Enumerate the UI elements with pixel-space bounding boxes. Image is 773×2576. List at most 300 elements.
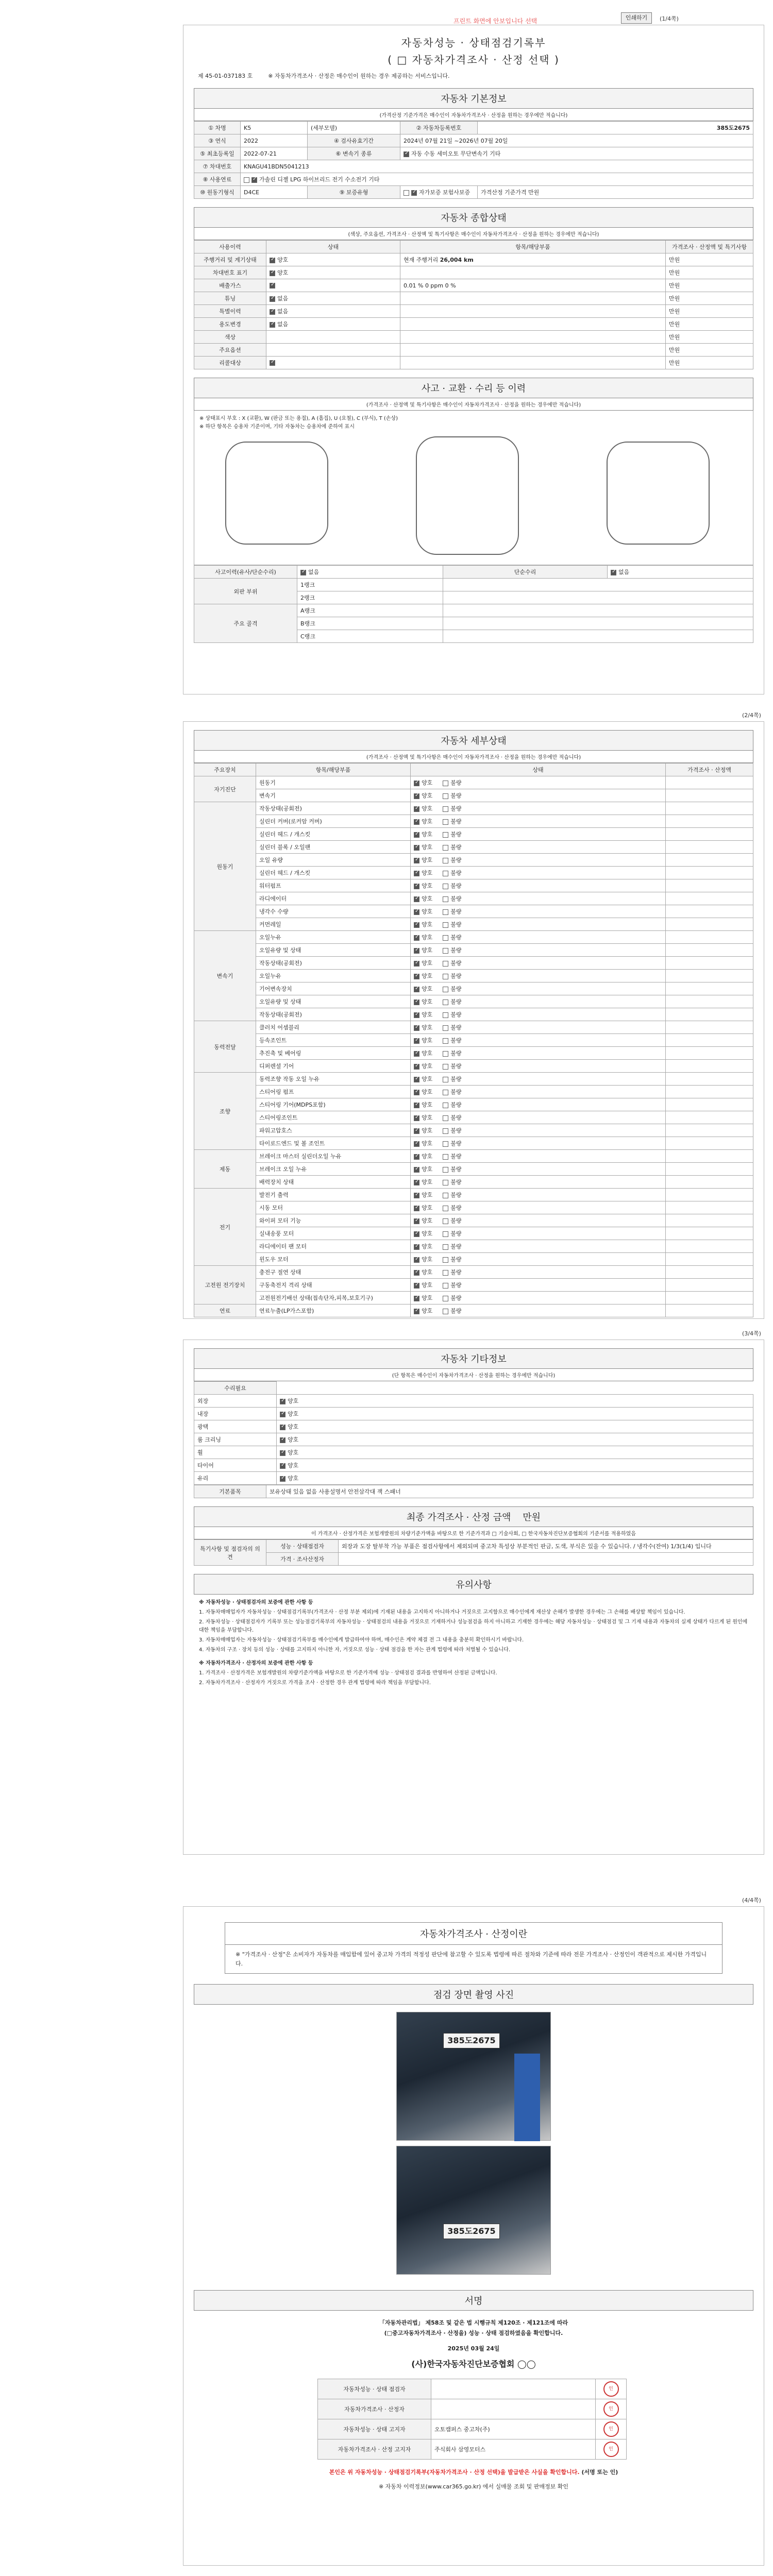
- checkbox-good: [414, 1257, 419, 1263]
- detail-row: [194, 1137, 753, 1150]
- footer-link[interactable]: ※ 자동차 이력정보(www.car365.go.kr) 에서 실매물 조회 및 판매정보 확인: [378, 2483, 569, 2490]
- checkbox-good: [414, 806, 419, 812]
- state-bad: 불량: [450, 895, 462, 902]
- odometer-good: 양호: [277, 257, 289, 263]
- detail-item: 실린더 블록 / 오일팬: [256, 841, 411, 854]
- final-note: 이 가격조사 · 산정가격은 보험개발원의 차량기준가액을 바탕으로 한 기준가격과 □ 기술사회, □ 한국자동차진단보증협회의 기준서를 적용하였음: [194, 1527, 753, 1539]
- checkbox-usage-none: [270, 322, 275, 328]
- notice-item: 1. 자동차매매업자가 자동차성능 · 상태점검기록부(가격조사 · 산정 부분 제외)에 기재된 내용을 고지하지 아니하거나 거짓으로 고지함으로 매수인에게 재산상 손해가 발생한 경우에는 그 손해를 배상할 책임이 있습니다.: [199, 1609, 685, 1615]
- detail-price: [666, 1201, 753, 1214]
- checkbox-good: [414, 1090, 419, 1095]
- state-bad: 불량: [450, 1192, 462, 1198]
- state-good: 양호: [422, 960, 433, 967]
- photo-plate-2: 385도2675: [443, 2224, 500, 2239]
- state-bad: 불량: [450, 1166, 462, 1173]
- car-top-view: [416, 436, 519, 555]
- detail-price: [666, 1137, 753, 1150]
- checkbox-good: [414, 1218, 419, 1224]
- detail-price: [666, 918, 753, 931]
- detail-row: [194, 1111, 753, 1124]
- detail-price: [666, 802, 753, 815]
- detail-state: [411, 995, 666, 1008]
- sign-value: 오토캠퍼스 중고차(주): [431, 2419, 596, 2439]
- accident-none: 없음: [308, 569, 320, 575]
- usage-unit: 만원: [666, 318, 753, 331]
- fuel-label: ⑧ 사용연료: [194, 173, 241, 186]
- state-good: 양호: [422, 986, 433, 992]
- state-good: 양호: [422, 947, 433, 954]
- sign-seal-cell: [596, 2399, 627, 2419]
- other-row: [194, 1420, 753, 1433]
- checkbox-good: [414, 1231, 419, 1237]
- detail-item: 작동상태(공회전): [256, 802, 411, 815]
- rank-a: A랭크: [297, 604, 443, 617]
- seal-icon: 인: [603, 2381, 619, 2397]
- checkbox-special-none: [270, 309, 275, 315]
- detail-row: [194, 995, 753, 1008]
- notice-item: 3. 자동차매매업자는 자동차성능 · 상태점검기록부를 매수인에게 발급하여야 하며, 매수인은 계약 체결 전 그 내용을 충분히 확인하시기 바랍니다.: [199, 1637, 524, 1643]
- recall-label: 리콜대상: [194, 357, 266, 369]
- col-use: 사용이력: [194, 241, 266, 253]
- outer-panel-label: 외판 부위: [194, 579, 297, 604]
- notice-items-2: [199, 1669, 748, 1687]
- checkbox-other: [280, 1412, 285, 1417]
- motor-label: ⑩ 원동기형식: [194, 186, 241, 199]
- color-label: 색상: [194, 331, 266, 344]
- detail-row: [194, 1227, 753, 1240]
- checkbox-bad: [443, 1167, 448, 1173]
- repair-label: 수리필요: [194, 1382, 277, 1395]
- col-price: 가격조사 · 산정액: [666, 764, 753, 776]
- overall-title: 자동차 종합상태: [194, 207, 753, 228]
- detail-price: [666, 867, 753, 879]
- detail-item: 실린더 헤드 / 개스킷: [256, 867, 411, 879]
- detail-state: [411, 1227, 666, 1240]
- basic-info-sub: (가격산정 기준가격은 매수인이 자동차가격조사 · 산정을 원하는 경우에만 적습니다): [194, 109, 753, 121]
- detail-row: [194, 1189, 753, 1201]
- detail-price: [666, 1060, 753, 1073]
- detail-row: [194, 789, 753, 802]
- checkbox-bad: [443, 999, 448, 1005]
- vin: KNAGU41BDN5041213: [241, 160, 753, 173]
- checkbox-bad: [443, 987, 448, 992]
- notice-item: 1. 가격조사 · 산정가격은 보험개발원의 차량기준가액을 바탕으로 한 기준가격에 성능 · 상태점검 결과를 반영하여 산정된 금액입니다.: [199, 1670, 497, 1676]
- detail-state: [411, 1304, 666, 1317]
- other-state: [277, 1420, 753, 1433]
- checkbox-bad: [443, 1077, 448, 1082]
- checkbox-bad: [443, 1193, 448, 1198]
- vin-good: 양호: [277, 269, 289, 276]
- col-price: 가격조사 · 산정액 및 특기사항: [666, 241, 753, 253]
- notice-subtitle-2: ※ 자동차가격조사 · 산정자의 보증에 관한 사항 등: [199, 1660, 313, 1666]
- other-state: [277, 1408, 753, 1420]
- page-title: 자동차성능 · 상태점검기록부: [401, 37, 546, 49]
- detail-table: [194, 763, 753, 1317]
- basic-info-title: 자동차 기본정보: [194, 88, 753, 109]
- detail-item: 실린더 커버(로커암 커버): [256, 815, 411, 828]
- checkbox-bad: [443, 1064, 448, 1070]
- checkbox-good: [414, 1038, 419, 1044]
- accident-history-label: 사고이력(유사/단순수리): [194, 566, 297, 579]
- checkbox-bad: [443, 1051, 448, 1057]
- state-good: 양호: [422, 831, 433, 838]
- detail-item: 오일유량 및 상태: [256, 944, 411, 957]
- detail-price: [666, 854, 753, 867]
- detail-state: [411, 1292, 666, 1304]
- notice-item: 4. 자동차의 구조 · 장치 등의 성능 · 상태를 고지하지 아니한 자, 거짓으로 성능 · 상태 점검을 한 자는 관계 법령에 따라 처벌될 수 있습니다.: [199, 1647, 511, 1653]
- state-bad: 불량: [450, 1179, 462, 1185]
- detail-item: 원동기: [256, 776, 411, 789]
- state-bad: 불량: [450, 1114, 462, 1121]
- detail-state: [411, 841, 666, 854]
- detail-row: [194, 1279, 753, 1292]
- main-option-label: 주요옵션: [194, 344, 266, 357]
- state-good: 양호: [422, 1011, 433, 1018]
- other-row: [194, 1433, 753, 1446]
- checkbox-gasoline: [244, 177, 249, 183]
- detail-price: [666, 1240, 753, 1253]
- checkbox-good: [414, 858, 419, 863]
- state-good: 양호: [422, 1024, 433, 1031]
- checkbox-bad: [443, 806, 448, 812]
- other-state: [277, 1446, 753, 1459]
- notice-item: 2. 자동차성능 · 상태점검자가 기록부 또는 성능점검기록부의 자동차성능 · 상태점검의 내용을 거짓으로 기재하거나 성능점검을 하지 아니하고 기재한 경우에는 해당 자동차성능 · 상태점검 및 그 기재 내용과 자동차의 실제 상태가 다르게 된 원인에 대한 책임을 부담합니다.: [199, 1619, 748, 1633]
- detail-group: 고전원 전기장치: [194, 1266, 256, 1304]
- state-bad: 불량: [450, 1153, 462, 1160]
- price-label: 가격산정 기준가격: [481, 189, 527, 196]
- detail-row: [194, 1163, 753, 1176]
- checkbox-bad: [443, 896, 448, 902]
- special-label: 특별이력: [194, 305, 266, 318]
- seal-icon: 인: [603, 2421, 619, 2437]
- detail-row: [194, 892, 753, 905]
- state-good: 양호: [422, 1217, 433, 1224]
- detail-state: [411, 1279, 666, 1292]
- checkbox-odometer-good: [270, 258, 275, 263]
- detail-state: [411, 1034, 666, 1047]
- banner-box: [225, 1922, 722, 1974]
- checkbox-bad: [443, 1257, 448, 1263]
- state-good: 양호: [422, 1308, 433, 1314]
- state-good: 양호: [422, 818, 433, 825]
- state-bad: 불량: [450, 947, 462, 954]
- detail-row: [194, 982, 753, 995]
- checkbox-bad: [443, 1103, 448, 1108]
- state-good: 양호: [422, 1192, 433, 1198]
- state-good: 양호: [422, 1282, 433, 1289]
- inspection-period: 2024년 07월 21일 ~2026년 07월 20일: [400, 134, 753, 147]
- main-frame-label: 주요 골격: [194, 604, 297, 643]
- state-bad: 불량: [450, 792, 462, 799]
- sign-label: 자동차성능 · 상태 고지자: [318, 2419, 431, 2439]
- sign-label: 자동차가격조사 · 산정 고지자: [318, 2439, 431, 2460]
- detail-row: [194, 1060, 753, 1073]
- detail-item: 스티어링 펌프: [256, 1086, 411, 1098]
- car-left-view: [225, 442, 328, 545]
- state-good: 양호: [422, 1114, 433, 1121]
- other-item: 유리: [194, 1472, 277, 1485]
- other-item: 외장: [194, 1395, 277, 1408]
- detail-price: [666, 1111, 753, 1124]
- checkbox-bad: [443, 781, 448, 786]
- state-bad: 불량: [450, 1256, 462, 1263]
- detail-item: 스티어링조인트: [256, 1111, 411, 1124]
- other-item: 광택: [194, 1420, 277, 1433]
- checkbox-other: [280, 1437, 285, 1443]
- detail-price: [666, 1292, 753, 1304]
- detail-item: 등속조인트: [256, 1034, 411, 1047]
- overall-sub: (색상, 주요옵션, 가격조사 · 산정액 및 특기사항은 매수인이 자동차가격조사 · 산정을 원하는 경우에만 적습니다): [194, 228, 753, 240]
- state-bad: 불량: [450, 1063, 462, 1070]
- other-table: [194, 1381, 753, 1485]
- sign-text-2: (□중고자동차가격조사 · 산정을) 성능 · 상태 점검하였음을 확인합니다.: [384, 2329, 563, 2336]
- notice-subtitle-1: ※ 자동차성능 · 상태점검자의 보증에 관한 사항 등: [199, 1600, 313, 1605]
- detail-item: 스티어링 기어(MDPS포함): [256, 1098, 411, 1111]
- col-item: 항목/해당부품: [400, 241, 666, 253]
- notice-item: 2. 자동차가격조사 · 산정자가 거짓으로 가격을 조사 · 산정한 경우 관계 법령에 따라 책임을 부담합니다.: [199, 1680, 431, 1686]
- detail-row: [194, 1086, 753, 1098]
- detail-sub: (가격조사 · 산정액 및 특기사항은 매수인이 자동차가격조사 · 산정을 원하는 경우에만 적습니다): [194, 751, 753, 763]
- state-bad: 불량: [450, 1101, 462, 1108]
- first-reg-label: ⑤ 최초등록일: [194, 147, 241, 160]
- checkbox-bad: [443, 1206, 448, 1211]
- basic-items-table: [194, 1485, 753, 1498]
- other-state: [277, 1395, 753, 1408]
- detail-state: [411, 1240, 666, 1253]
- state-bad: 불량: [450, 1037, 462, 1044]
- top-bar: [0, 5, 773, 24]
- detail-price: [666, 905, 753, 918]
- detail-item: 동력조향 작동 오일 누유: [256, 1073, 411, 1086]
- reg-no: 385도2675: [478, 122, 753, 134]
- accident-note-1: ※ 상태표시 부호 : X (교환), W (판금 또는 용접), A (흠집), U (요철), C (부식), T (손상): [199, 416, 398, 421]
- detail-state: [411, 1086, 666, 1098]
- checkbox-bad: [443, 1309, 448, 1314]
- detail-state: [411, 970, 666, 982]
- checkbox-self-warranty: [404, 190, 409, 196]
- state-bad: 불량: [450, 1230, 462, 1237]
- detail-state: [411, 931, 666, 944]
- state-good: 양호: [422, 805, 433, 812]
- doc-no: 45-01-037183: [205, 73, 246, 79]
- state-good: 양호: [422, 895, 433, 902]
- price-unit: 만원: [528, 189, 540, 196]
- print-button[interactable]: 인쇄하기: [621, 12, 652, 24]
- col-state: 상태: [411, 764, 666, 776]
- detail-state: [411, 776, 666, 789]
- state-good: 양호: [422, 1166, 433, 1173]
- detail-price: [666, 1176, 753, 1189]
- checkbox-good: [414, 1309, 419, 1314]
- checkbox-bad: [443, 845, 448, 851]
- other-state: [277, 1433, 753, 1446]
- detail-row: [194, 1021, 753, 1034]
- detail-group: 변속기: [194, 931, 256, 1021]
- basic-info-table: [194, 121, 753, 199]
- vin-marking-label: 차대번호 표기: [194, 266, 266, 279]
- state-bad: 불량: [450, 831, 462, 838]
- checkbox-good: [414, 1128, 419, 1134]
- usage-change-label: 용도변경: [194, 318, 266, 331]
- detail-price: [666, 1008, 753, 1021]
- checkbox-bad: [443, 793, 448, 799]
- checkbox-bad: [443, 1231, 448, 1237]
- page-subtitle: ( □ 자동차가격조사 · 산정 선택 ): [388, 54, 560, 66]
- sign-table: [317, 2379, 627, 2460]
- year-label: ③ 연식: [194, 134, 241, 147]
- detail-price: [666, 1163, 753, 1176]
- detail-price: [666, 1098, 753, 1111]
- color-unit: 만원: [666, 331, 753, 344]
- state-bad: 불량: [450, 857, 462, 863]
- detail-item: 작동상태(공회전): [256, 1008, 411, 1021]
- usage-none: 없음: [277, 321, 289, 328]
- detail-price: [666, 776, 753, 789]
- detail-item: 라디에이터 팬 모터: [256, 1240, 411, 1253]
- other-item: 내장: [194, 1408, 277, 1420]
- vin-label: ⑦ 차대번호: [194, 160, 241, 173]
- sign-text-1: 「자동차관리법」 제58조 및 같은 법 시행규칙 제120조 · 제121조에 따라: [379, 2319, 568, 2327]
- checkbox-good: [414, 1244, 419, 1250]
- detail-state: [411, 1060, 666, 1073]
- detail-state: [411, 867, 666, 879]
- page-3: [183, 1340, 764, 1855]
- inspection-photo-2: [396, 2146, 551, 2275]
- col-main: 주요장치: [194, 764, 256, 776]
- detail-group: 동력전달: [194, 1021, 256, 1073]
- detail-item: 커먼레일: [256, 918, 411, 931]
- odometer-value: 26,004 km: [440, 257, 474, 263]
- special-unit: 만원: [666, 305, 753, 318]
- state-good: 양호: [422, 1140, 433, 1147]
- footer-note-row: [183, 2468, 764, 2476]
- banner-title: 자동차가격조사 · 산정이란: [225, 1923, 722, 1945]
- checkbox-bad: [443, 1128, 448, 1134]
- detail-price: [666, 828, 753, 841]
- detail-state: [411, 1047, 666, 1060]
- state-bad: 불량: [450, 1024, 462, 1031]
- checkbox-good: [414, 1206, 419, 1211]
- other-good: 양호: [288, 1423, 299, 1430]
- checkbox-diesel: [251, 177, 257, 183]
- detail-group: 전기: [194, 1189, 256, 1266]
- detail-state: [411, 1214, 666, 1227]
- page-tag-3: (3/4쪽): [742, 1330, 761, 1337]
- checkbox-good: [414, 793, 419, 799]
- detail-item: 와이퍼 모터 기능: [256, 1214, 411, 1227]
- checkbox-repair-none: [611, 570, 616, 575]
- state-bad: 불량: [450, 1308, 462, 1314]
- checkbox-good: [414, 1115, 419, 1121]
- checkbox-bad: [443, 1115, 448, 1121]
- detail-item: 작동상태(공회전): [256, 957, 411, 970]
- detail-state: [411, 1137, 666, 1150]
- checkbox-auto: [404, 151, 409, 157]
- other-row: [194, 1408, 753, 1420]
- detail-price: [666, 1034, 753, 1047]
- detail-state: [411, 1253, 666, 1266]
- detail-group: 원동기: [194, 802, 256, 931]
- detail-row: [194, 854, 753, 867]
- checkbox-good: [414, 1064, 419, 1070]
- other-good: 양호: [288, 1449, 299, 1456]
- detail-state: [411, 879, 666, 892]
- detail-row: [194, 1253, 753, 1266]
- detail-state: [411, 1176, 666, 1189]
- state-bad: 불량: [450, 1295, 462, 1301]
- checkbox-good: [414, 1180, 419, 1185]
- checkbox-bad: [443, 1141, 448, 1147]
- detail-state: [411, 1150, 666, 1163]
- sign-seal-cell: [596, 2439, 627, 2460]
- state-good: 양호: [422, 1127, 433, 1134]
- checkbox-other: [280, 1476, 285, 1482]
- reg-no-label: ② 자동차등록번호: [400, 122, 478, 134]
- state-bad: 불량: [450, 1076, 462, 1082]
- state-bad: 불량: [450, 986, 462, 992]
- detail-item: 윈도우 모터: [256, 1253, 411, 1266]
- checkbox-bad: [443, 1296, 448, 1301]
- detail-price: [666, 1124, 753, 1137]
- state-good: 양호: [422, 1037, 433, 1044]
- detail-item: 냉각수 수량: [256, 905, 411, 918]
- other-good: 양호: [288, 1398, 299, 1404]
- detail-price: [666, 982, 753, 995]
- detail-item: 브레이크 오일 누유: [256, 1163, 411, 1176]
- state-good: 양호: [422, 1179, 433, 1185]
- checkbox-bad: [443, 961, 448, 967]
- sign-value: 주식회사 삼영모터스: [431, 2439, 596, 2460]
- detail-group: 자기진단: [194, 776, 256, 802]
- detail-row: [194, 1008, 753, 1021]
- detail-item: 고전원전기배선 상태(접속단자,피복,보호기구): [256, 1292, 411, 1304]
- other-item: 룸 크리닝: [194, 1433, 277, 1446]
- motor: D4CE: [241, 186, 308, 199]
- other-row: [194, 1446, 753, 1459]
- rank-c: C랭크: [297, 630, 443, 643]
- checkbox-good: [414, 1296, 419, 1301]
- detail-price: [666, 1021, 753, 1034]
- state-bad: 불량: [450, 1011, 462, 1018]
- emission-label: 배출가스: [194, 279, 266, 292]
- state-good: 양호: [422, 857, 433, 863]
- footer-sign: (서명 또는 인): [581, 2469, 618, 2476]
- state-bad: 불량: [450, 1127, 462, 1134]
- seal-icon: 인: [603, 2442, 619, 2457]
- checkbox-good: [414, 961, 419, 967]
- detail-item: 실내송풍 모터: [256, 1227, 411, 1240]
- state-bad: 불량: [450, 883, 462, 889]
- state-good: 양호: [422, 1050, 433, 1057]
- detail-state: [411, 1201, 666, 1214]
- special-none: 없음: [277, 308, 289, 315]
- checkbox-good: [414, 1270, 419, 1276]
- emission-unit: 만원: [666, 279, 753, 292]
- detail-price: [666, 815, 753, 828]
- checkbox-bad: [443, 1283, 448, 1289]
- detail-row: [194, 1292, 753, 1304]
- other-state: [277, 1472, 753, 1485]
- detail-row: [194, 1240, 753, 1253]
- inspection-label: ④ 검사유효기간: [308, 134, 400, 147]
- odometer-unit: 만원: [666, 253, 753, 266]
- checkbox-good: [414, 832, 419, 838]
- warranty-label: ⑨ 보증유형: [308, 186, 400, 199]
- checkbox-good: [414, 1141, 419, 1147]
- fuel-options: 가솔린 디젤 LPG 하이브리드 전기 수소전기 기타: [259, 176, 380, 183]
- detail-state: [411, 944, 666, 957]
- special-price-label: 가격 · 조사산정자: [266, 1553, 339, 1566]
